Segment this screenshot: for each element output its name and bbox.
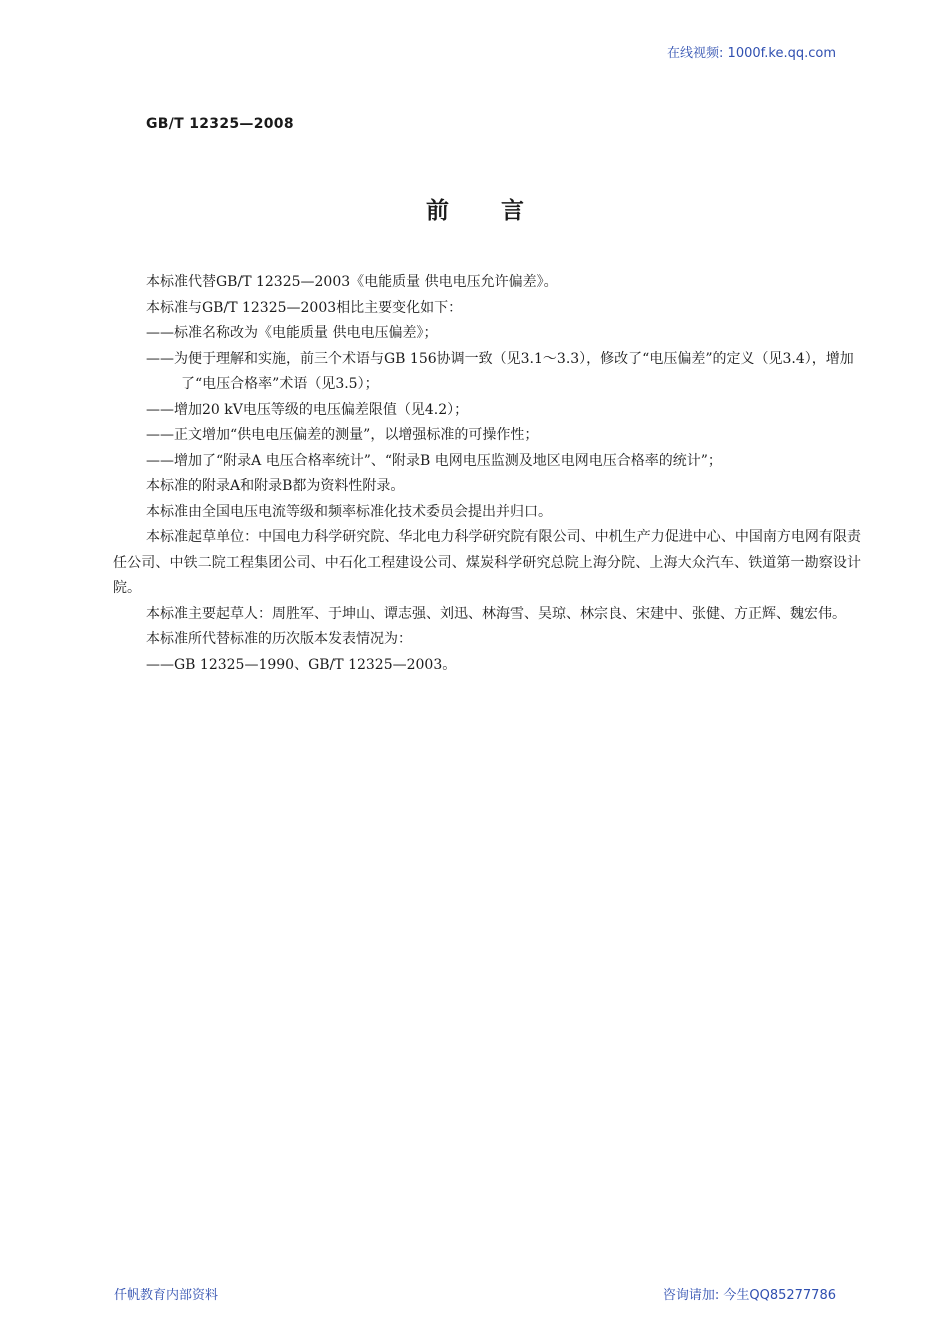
- watermark-contact: 咨询请加: 今生QQ85277786: [662, 1288, 836, 1303]
- paragraph-replaces: 本标准代替GB/T 12325—2003《电能质量 供电电压允许偏差》。: [146, 274, 558, 290]
- watermark-website: 在线视频: 1000f.ke.qq.com: [667, 46, 836, 61]
- paragraph-annex-note: 本标准的附录A和附录B都为资料性附录。: [146, 478, 405, 494]
- preface-body: [113, 270, 861, 678]
- change-item-terms: ——为便于理解和实施，前三个术语与GB 156协调一致（见3.1～3.3），修改了“电压偏差”的定义（见3.4），增加了“电压合格率”术语（见3.5）；: [146, 350, 854, 392]
- paragraph-changes-intro: 本标准与GB/T 12325—2003相比主要变化如下：: [146, 299, 463, 316]
- change-item-annexes: ——增加了“附录A 电压合格率统计”、“附录B 电网电压监测及地区电网电压合格率的统计”；: [146, 452, 722, 469]
- change-item-20kv: ——增加20 kV电压等级的电压偏差限值（见4.2）；: [146, 401, 469, 418]
- paragraph-history-intro: 本标准所代替标准的历次版本发表情况为：: [146, 631, 412, 647]
- history-item: ——GB 12325—1990、GB/T 12325—2003。: [146, 656, 457, 673]
- page-title: 前言: [426, 198, 576, 224]
- paragraph-drafters: 本标准主要起草人：周胜军、于坤山、谭志强、刘迅、林海雪、吴琼、林宗良、宋建中、张健、方正辉、魏宏伟。: [146, 605, 846, 622]
- standard-number: GB/T 12325—2008: [146, 116, 294, 132]
- paragraph-drafting-units: 本标准起草单位：中国电力科学研究院、华北电力科学研究院有限公司、中机生产力促进中心、中国南方电网有限责任公司、中铁二院工程集团公司、中石化工程建设公司、煤炭科学研究总院上海分院、上海大众汽车、铁道第一勘察设计院。: [113, 529, 861, 596]
- change-item-measurement: ——正文增加“供电电压偏差的测量”，以增强标准的可操作性；: [146, 427, 539, 443]
- change-item-title: ——标准名称改为《电能质量 供电电压偏差》；: [146, 325, 438, 341]
- watermark-internal-material: 仟帆教育内部资料: [114, 1288, 219, 1303]
- paragraph-proposer: 本标准由全国电压电流等级和频率标准化技术委员会提出并归口。: [146, 503, 552, 520]
